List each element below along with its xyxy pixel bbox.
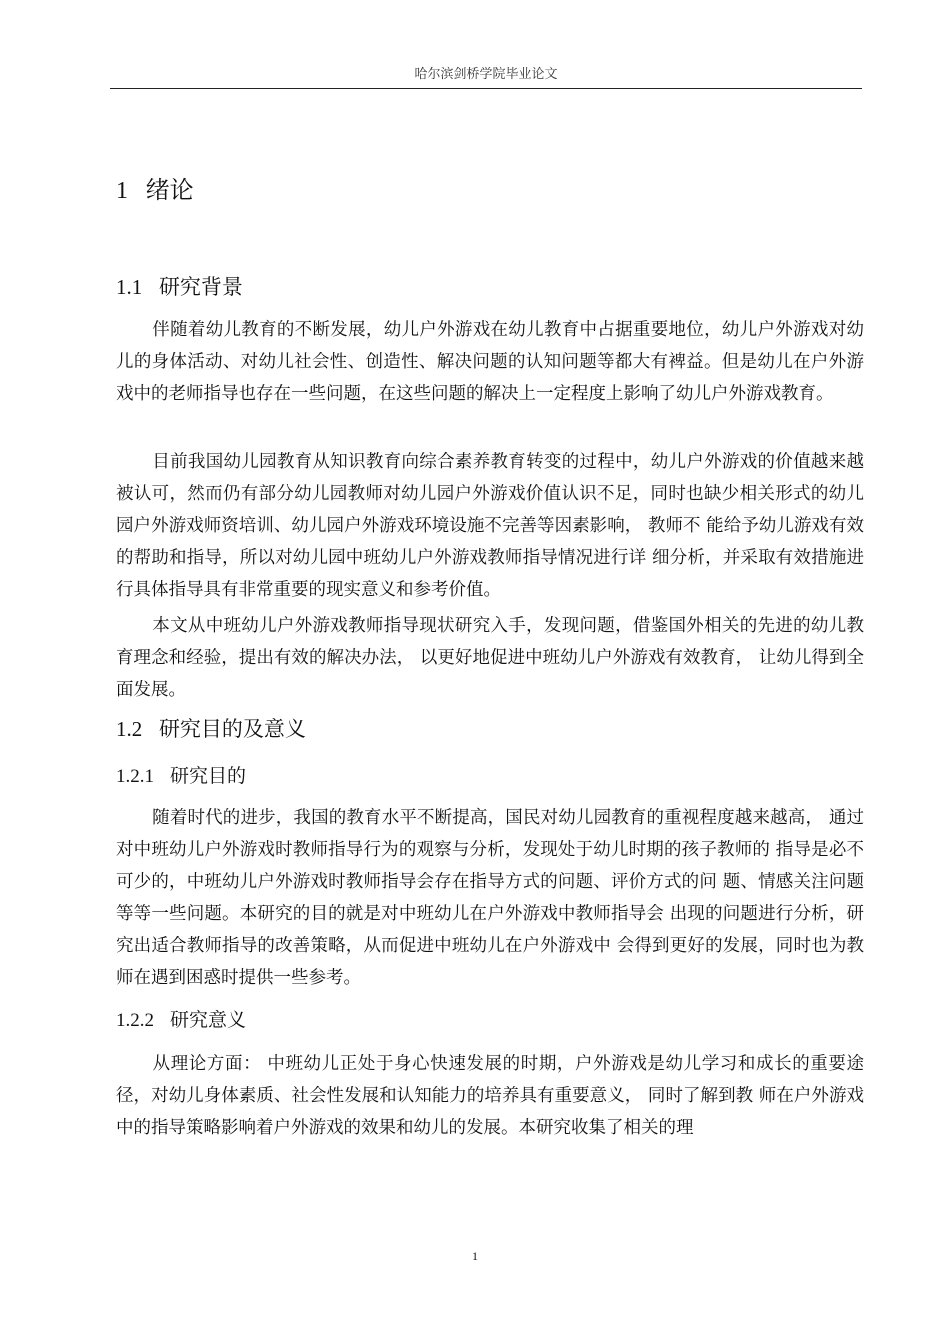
subsection-heading-purpose (116, 762, 246, 791)
chapter-heading (116, 174, 194, 207)
subsection-title: 研究意义 (170, 1009, 247, 1031)
section-heading-purpose-significance (116, 714, 306, 744)
section-title: 研究目的及意义 (158, 717, 306, 741)
page-header: 哈尔滨剑桥学院毕业论文 (414, 67, 558, 82)
header-rule (110, 88, 862, 89)
chapter-number: 1 (116, 178, 128, 204)
page-number: 1 (472, 1249, 478, 1263)
subsection-number: 1.2.2 (116, 1010, 154, 1031)
paragraph: 随着时代的进步，我国的教育水平不断提高，国民对幼儿园教育的重视程度越来越高， 通过对中班幼儿户外游戏时教师指导行为的观察与分析，发现处于幼儿时期的孩子教师的 指导是必不可少的，中班幼儿户外游戏时教师指导会存在指导方式的问题、评价方式的问 题、情感关注问题等等一些问题。本研究的目的就是对中班幼儿在户外游戏中教师指导会 出现的问题进行分析，研究出适合教师指导的改善策略，从而促进中班幼儿在户外游戏中 会得到更好的发展，同时也为教师在遇到困惑时提供一些参考。 (116, 808, 864, 988)
paragraph: 本文从中班幼儿户外游戏教师指导现状研究入手，发现问题，借鉴国外相关的先进的幼儿教育理念和经验，提出有效的解决办法， 以更好地促进中班幼儿户外游戏有效教育， 让幼儿得到全面发展。 (116, 616, 864, 700)
paragraph: 目前我国幼儿园教育从知识教育向综合素养教育转变的过程中，幼儿户外游戏的价值越来越被认可，然而仍有部分幼儿园教师对幼儿园户外游戏价值认识不足，同时也缺少相关形式的幼儿园户外游戏师资培训、幼儿园户外游戏环境设施不完善等因素影响， 教师不 能给予幼儿游戏有效的帮助和指导，所以对幼儿园中班幼儿户外游戏教师指导情况进行详 细分析，并采取有效措施进行具体指导具有非常重要的现实意义和参考价值。 (116, 452, 864, 600)
subsection-heading-significance (116, 1006, 246, 1035)
section-heading-background (116, 272, 243, 302)
chapter-title: 绪论 (145, 176, 194, 204)
subsection-title: 研究目的 (170, 765, 247, 787)
subsection-number: 1.2.1 (116, 766, 154, 787)
section-number: 1.2 (116, 717, 143, 741)
paragraph: 从理论方面： 中班幼儿正处于身心快速发展的时期，户外游戏是幼儿学习和成长的重要途径，对幼儿身体素质、社会性发展和认知能力的培养具有重要意义， 同时了解到教 师在户外游戏中的指导策略影响着户外游戏的效果和幼儿的发展。本研究收集了相关的理 (116, 1054, 864, 1138)
section-title: 研究背景 (158, 275, 243, 299)
section-number: 1.1 (116, 275, 143, 299)
paragraph: 伴随着幼儿教育的不断发展，幼儿户外游戏在幼儿教育中占据重要地位，幼儿户外游戏对幼儿的身体活动、对幼儿社会性、创造性、解决问题的认知问题等都大有裨益。但是幼儿在户外游戏中的老师指导也存在一些问题，在这些问题的解决上一定程度上影响了幼儿户外游戏教育。 (116, 320, 864, 404)
